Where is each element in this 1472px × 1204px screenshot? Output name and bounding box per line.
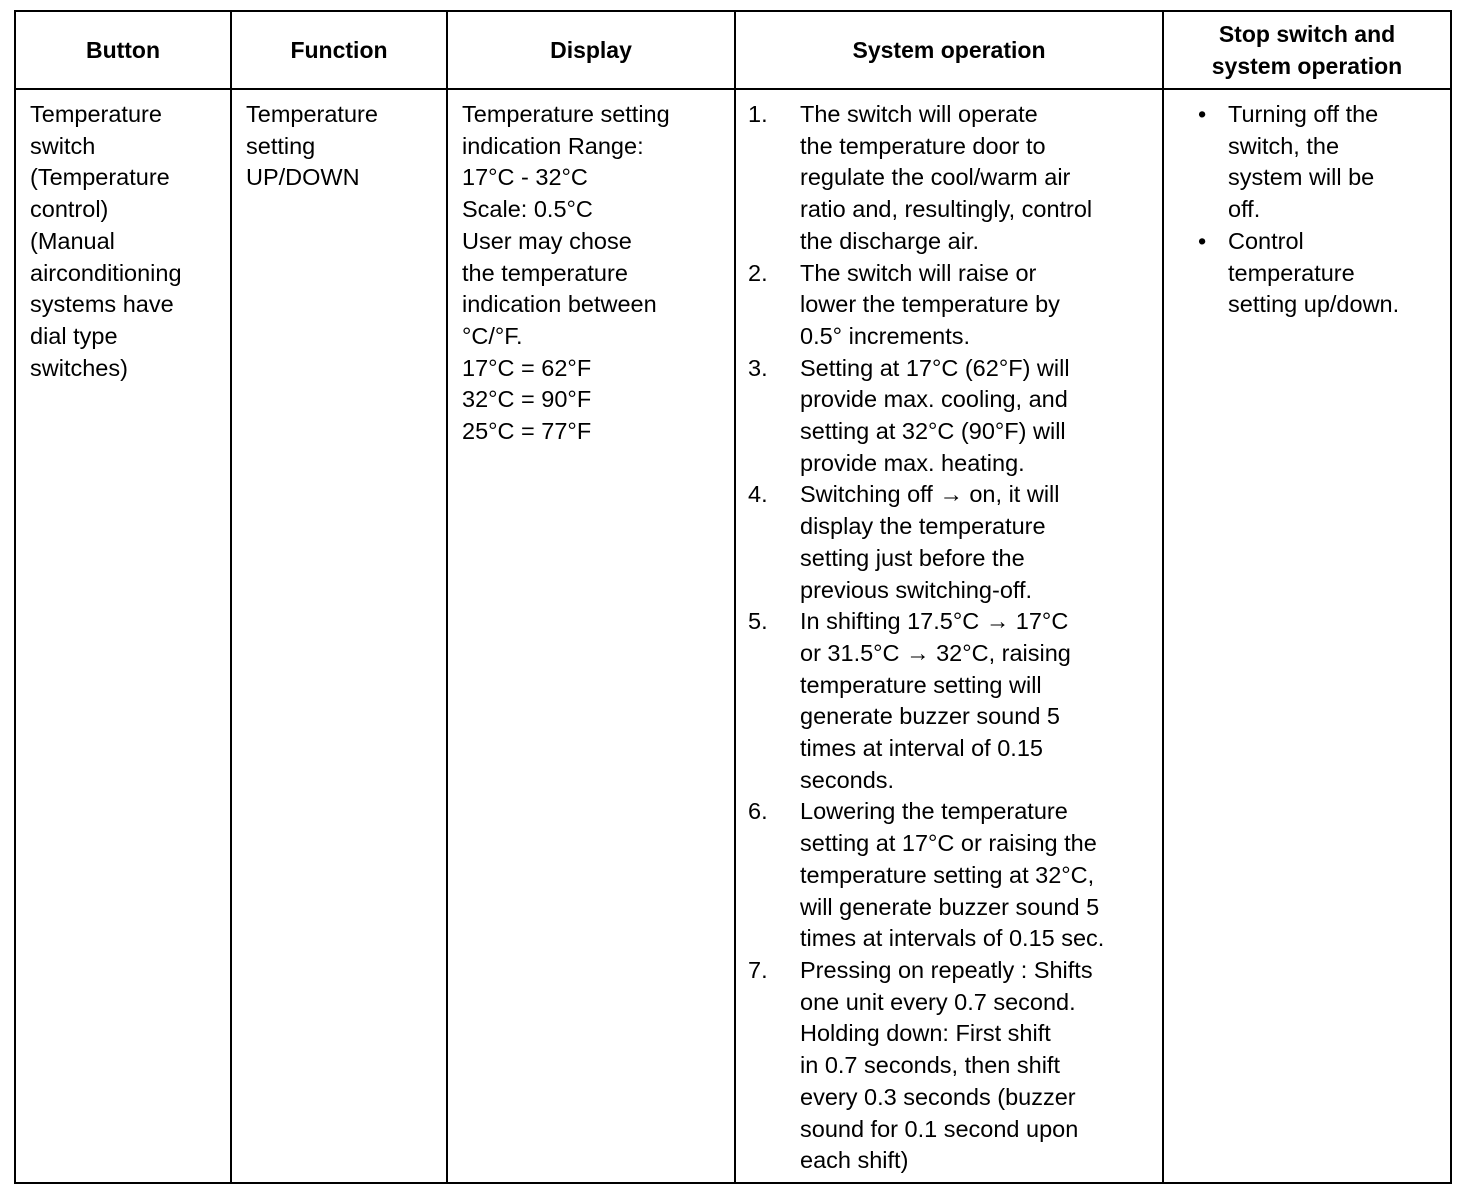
- operation-line: every 0.3 seconds (buzzer: [800, 1083, 1076, 1110]
- operation-line: previous switching-off.: [800, 576, 1033, 603]
- button-line: dial type: [30, 322, 118, 349]
- cell-function: [231, 89, 447, 1183]
- display-line: indication between: [462, 291, 657, 318]
- operation-number: 3.: [748, 354, 768, 381]
- operation-number: 7.: [748, 956, 768, 983]
- operation-line: provide max. cooling, and: [800, 386, 1068, 413]
- operation-line: The switch will raise or: [800, 259, 1037, 286]
- display-line: 32°C = 90°F: [462, 386, 592, 413]
- header-function: Function: [231, 11, 447, 89]
- operation-item-5: [748, 606, 1152, 796]
- operation-line: sound for 0.1 second upon: [800, 1115, 1079, 1142]
- button-line: (Manual: [30, 227, 115, 254]
- operation-line: seconds.: [800, 766, 895, 793]
- operation-line: times at intervals of 0.15 sec.: [800, 925, 1105, 952]
- function-line: setting: [246, 132, 316, 159]
- operation-line: the temperature door to: [800, 132, 1046, 159]
- operation-line: 0.5° increments.: [800, 322, 971, 349]
- stop-bullet-list: [1178, 99, 1440, 321]
- operation-line: one unit every 0.7 second.: [800, 988, 1076, 1015]
- function-line: Temperature: [246, 101, 378, 127]
- operation-line: Switching off → on, it will: [800, 481, 1060, 508]
- header-stop-switch: [1163, 11, 1451, 89]
- operation-line: in 0.7 seconds, then shift: [800, 1052, 1060, 1079]
- stop-line: switch, the: [1228, 132, 1340, 159]
- operation-number: 1.: [748, 101, 768, 127]
- operation-number: 2.: [748, 259, 768, 286]
- operation-item-1: [748, 99, 1152, 258]
- button-line: switches): [30, 354, 128, 381]
- stop-line: Control: [1228, 227, 1304, 254]
- operation-line: display the temperature: [800, 513, 1046, 540]
- operation-line: Lowering the temperature: [800, 798, 1068, 825]
- operation-item-3: [748, 353, 1152, 480]
- display-line: 17°C - 32°C: [462, 164, 588, 191]
- header-stop-line-1: Stop switch and: [1218, 21, 1396, 47]
- display-line: 17°C = 62°F: [462, 354, 592, 381]
- table-row: [15, 89, 1451, 1183]
- stop-bullet-item-2: [1198, 226, 1440, 321]
- header-row: [15, 11, 1451, 89]
- operation-line: setting at 32°C (90°F) will: [800, 418, 1066, 445]
- operation-line: the discharge air.: [800, 227, 979, 254]
- display-line: Temperature setting: [462, 101, 670, 127]
- button-line: control): [30, 196, 109, 223]
- operation-item-6: [748, 796, 1152, 955]
- operation-line: Holding down: First shift: [800, 1020, 1051, 1047]
- function-line: UP/DOWN: [246, 164, 360, 191]
- operation-line: or 31.5°C → 32°C, raising: [800, 639, 1071, 666]
- operation-line: temperature setting at 32°C,: [800, 861, 1095, 888]
- operation-line: ratio and, resultingly, control: [800, 196, 1093, 223]
- operation-line: In shifting 17.5°C → 17°C: [800, 608, 1069, 635]
- operation-line: provide max. heating.: [800, 449, 1025, 476]
- operation-number: 6.: [748, 798, 768, 825]
- operation-line: generate buzzer sound 5: [800, 703, 1060, 730]
- button-line: systems have: [30, 291, 174, 318]
- display-line: indication Range:: [462, 132, 644, 159]
- operation-number: 4.: [748, 481, 768, 508]
- header-display: Display: [447, 11, 735, 89]
- operations-list: [748, 99, 1152, 1177]
- operation-line: temperature setting will: [800, 671, 1042, 698]
- operation-item-7: [748, 955, 1152, 1177]
- operation-line: Pressing on repeatly : Shifts: [800, 956, 1093, 983]
- bullet-icon: •: [1198, 101, 1207, 127]
- operation-line: will generate buzzer sound 5: [800, 893, 1100, 920]
- display-line: 25°C = 77°F: [462, 418, 592, 445]
- stop-line: temperature: [1228, 259, 1355, 286]
- operation-item-2: [748, 258, 1152, 353]
- stop-line: setting up/down.: [1228, 291, 1400, 318]
- spec-table: [14, 10, 1452, 1184]
- stop-line: Turning off the: [1228, 101, 1379, 127]
- operation-line: times at interval of 0.15: [800, 735, 1043, 762]
- button-line: (Temperature: [30, 164, 170, 191]
- button-line: Temperature: [30, 101, 162, 127]
- bullet-icon: •: [1198, 227, 1207, 254]
- operation-line: The switch will operate: [800, 101, 1038, 127]
- stop-line: system will be: [1228, 164, 1375, 191]
- display-line: the temperature: [462, 259, 628, 286]
- operation-line: setting just before the: [800, 544, 1025, 571]
- operation-line: each shift): [800, 1147, 909, 1174]
- display-line: Scale: 0.5°C: [462, 196, 593, 223]
- cell-stop-switch: [1163, 89, 1451, 1183]
- operation-number: 5.: [748, 608, 768, 635]
- stop-bullet-item-1: [1198, 99, 1440, 226]
- header-button: Button: [15, 11, 231, 89]
- stop-line: off.: [1228, 196, 1261, 223]
- operation-line: lower the temperature by: [800, 291, 1060, 318]
- operation-item-4: [748, 479, 1152, 606]
- cell-display: [447, 89, 735, 1183]
- display-line: User may chose: [462, 227, 632, 254]
- header-stop-line-2: system operation: [1211, 53, 1403, 79]
- display-line: °C/°F.: [462, 322, 523, 349]
- operation-line: Setting at 17°C (62°F) will: [800, 354, 1070, 381]
- cell-system-operation: [735, 89, 1163, 1183]
- cell-button: [15, 89, 231, 1183]
- button-line: switch: [30, 132, 96, 159]
- header-system-operation: System operation: [735, 11, 1163, 89]
- button-line: airconditioning: [30, 259, 182, 286]
- operation-line: setting at 17°C or raising the: [800, 830, 1097, 857]
- operation-line: regulate the cool/warm air: [800, 164, 1071, 191]
